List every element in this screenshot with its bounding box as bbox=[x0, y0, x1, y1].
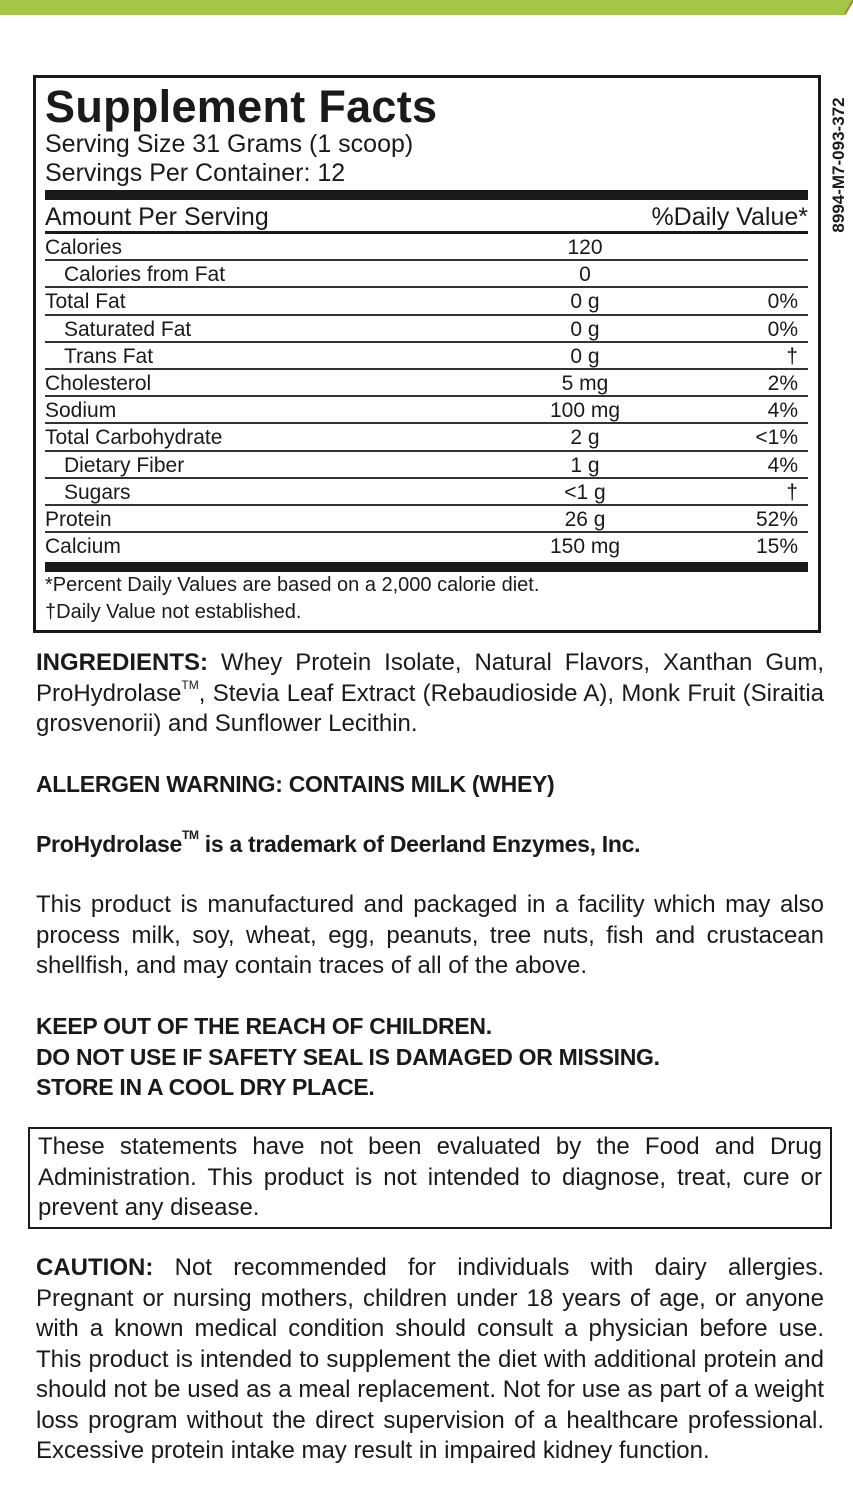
amount-per-serving-label: Amount Per Serving bbox=[45, 203, 269, 231]
nutrient-amount: 26 g bbox=[564, 507, 606, 531]
nutrient-row-protein bbox=[45, 506, 808, 533]
nutrient-row-sodium bbox=[45, 397, 808, 424]
caution-text: Not recommended for individuals with dairy allergies. Pregnant or nursing mothers, children under 18 years of age, or anyone with a known medical condition should consult a physician before use. This product is intended to supplement the diet with additional protein and should not be used as a meal replacement. Not for use as part of a weight loss program without the direct supervision of a healthcare professional. Excessive protein intake may result in impaired kidney function. bbox=[36, 1254, 824, 1464]
nutrient-dv: <1% bbox=[755, 426, 798, 450]
nutrient-name: Protein bbox=[45, 507, 112, 531]
nutrient-row-saturated-fat bbox=[45, 316, 808, 343]
nutrient-dv: † bbox=[786, 480, 798, 504]
nutrient-dv: 0% bbox=[767, 317, 798, 341]
fda-disclaimer-text: These statements have not been evaluated by the Food and Drug Administration. This product is not intended to diagnose, treat, cure or prevent any disease. bbox=[38, 1133, 822, 1221]
nutrient-row-calories bbox=[45, 234, 808, 261]
nutrient-row-dietary-fiber bbox=[45, 452, 808, 479]
nutrient-amount: 2 g bbox=[570, 426, 600, 450]
warnings-block bbox=[36, 1011, 824, 1103]
nutrient-dv: 4% bbox=[767, 399, 798, 423]
trademark-symbol: TM bbox=[181, 677, 199, 692]
header-bar bbox=[0, 0, 853, 15]
nutrient-dv: 4% bbox=[767, 453, 798, 477]
nutrient-name: Total Carbohydrate bbox=[45, 426, 223, 450]
nutrient-name: Saturated Fat bbox=[64, 317, 192, 341]
nutrient-dv: † bbox=[786, 344, 798, 368]
nutrient-name: Calcium bbox=[45, 535, 121, 559]
nutrient-row-sugars bbox=[45, 479, 808, 506]
nutrient-name: Dietary Fiber bbox=[64, 453, 185, 477]
divider-thick bbox=[45, 190, 808, 200]
nutrient-name: Sodium bbox=[45, 399, 117, 423]
allergen-warning: ALLERGEN WARNING: CONTAINS MILK (WHEY) bbox=[36, 771, 555, 797]
nutrient-row-trans-fat bbox=[45, 343, 808, 370]
nutrient-amount: 0 g bbox=[570, 290, 600, 314]
amount-header-row bbox=[45, 200, 808, 234]
fda-disclaimer-box bbox=[28, 1127, 832, 1229]
nutrient-amount: 100 mg bbox=[549, 399, 621, 423]
warning-safety-seal: DO NOT USE IF SAFETY SEAL IS DAMAGED OR MISSING. bbox=[36, 1043, 660, 1070]
servings-per-container: Servings Per Container: 12 bbox=[45, 159, 346, 187]
divider-thick-bottom bbox=[45, 562, 808, 572]
nutrient-dv: 15% bbox=[755, 535, 798, 559]
nutrient-name: Trans Fat bbox=[64, 344, 154, 368]
caution-label: CAUTION: bbox=[36, 1254, 154, 1281]
nutrient-amount: 0 bbox=[579, 263, 591, 287]
nutrient-amount: 1 g bbox=[570, 453, 600, 477]
trademark-note bbox=[36, 829, 824, 860]
trademark-name: ProHydrolase bbox=[36, 831, 182, 857]
product-code-text: 8994-M7-093-372 bbox=[829, 97, 848, 233]
facts-title: Supplement Facts bbox=[45, 81, 438, 132]
nutrient-row-calories-from-fat bbox=[45, 261, 808, 288]
ingredients-text-2: , Stevia Leaf Extract (Rebaudioside A), Monk Fruit (Siraitia grosvenorii) and Sunflower Lecithin. bbox=[36, 679, 824, 737]
header-bar-corner bbox=[845, 0, 853, 15]
facility-note: This product is manufactured and packaged in a facility which may also process milk, soy, wheat, egg, peanuts, tree nuts, fish and crustacean shellfish, and may contain traces of all of the above. bbox=[36, 891, 824, 979]
nutrient-dv: 52% bbox=[755, 507, 798, 531]
warning-children: KEEP OUT OF THE REACH OF CHILDREN. bbox=[36, 1013, 492, 1039]
nutrient-amount: <1 g bbox=[564, 480, 606, 504]
nutrient-name: Calories bbox=[45, 236, 123, 259]
nutrient-name: Cholesterol bbox=[45, 371, 152, 395]
nutrient-amount: 120 bbox=[567, 236, 603, 259]
nutrient-row-total-carbohydrate bbox=[45, 424, 808, 451]
nutrient-amount: 150 mg bbox=[549, 535, 621, 559]
ingredients-label: INGREDIENTS: bbox=[36, 649, 209, 676]
nutrient-name: Calories from Fat bbox=[64, 263, 226, 287]
nutrient-row-cholesterol bbox=[45, 370, 808, 397]
nutrient-amount: 0 g bbox=[570, 344, 600, 368]
footnote-dagger: †Daily Value not established. bbox=[45, 601, 302, 624]
nutrient-row-calcium bbox=[45, 533, 808, 560]
ingredients-paragraph bbox=[36, 648, 824, 740]
nutrient-amount: 5 mg bbox=[561, 371, 609, 395]
nutrient-dv: 2% bbox=[767, 371, 798, 395]
warning-storage: STORE IN A COOL DRY PLACE. bbox=[36, 1074, 375, 1100]
supplement-facts-panel bbox=[33, 75, 821, 633]
caution-paragraph bbox=[36, 1253, 824, 1467]
nutrient-name: Total Fat bbox=[45, 290, 126, 314]
footnote-daily-values: *Percent Daily Values are based on a 2,000 calorie diet. bbox=[45, 574, 540, 597]
nutrient-name: Sugars bbox=[64, 480, 131, 504]
side-product-code bbox=[826, 80, 852, 250]
trademark-symbol: TM bbox=[181, 828, 199, 842]
nutrient-row-total-fat bbox=[45, 288, 808, 315]
daily-value-label: %Daily Value* bbox=[651, 203, 808, 231]
trademark-text: is a trademark of Deerland Enzymes, Inc. bbox=[198, 831, 641, 857]
nutrient-amount: 0 g bbox=[570, 317, 600, 341]
ingredients-text-1: Whey Protein Isolate, Natural Flavors, Xanthan Gum, ProHydrolase bbox=[36, 649, 824, 707]
serving-size: Serving Size 31 Grams (1 scoop) bbox=[45, 130, 414, 158]
nutrient-dv: 0% bbox=[767, 290, 798, 314]
